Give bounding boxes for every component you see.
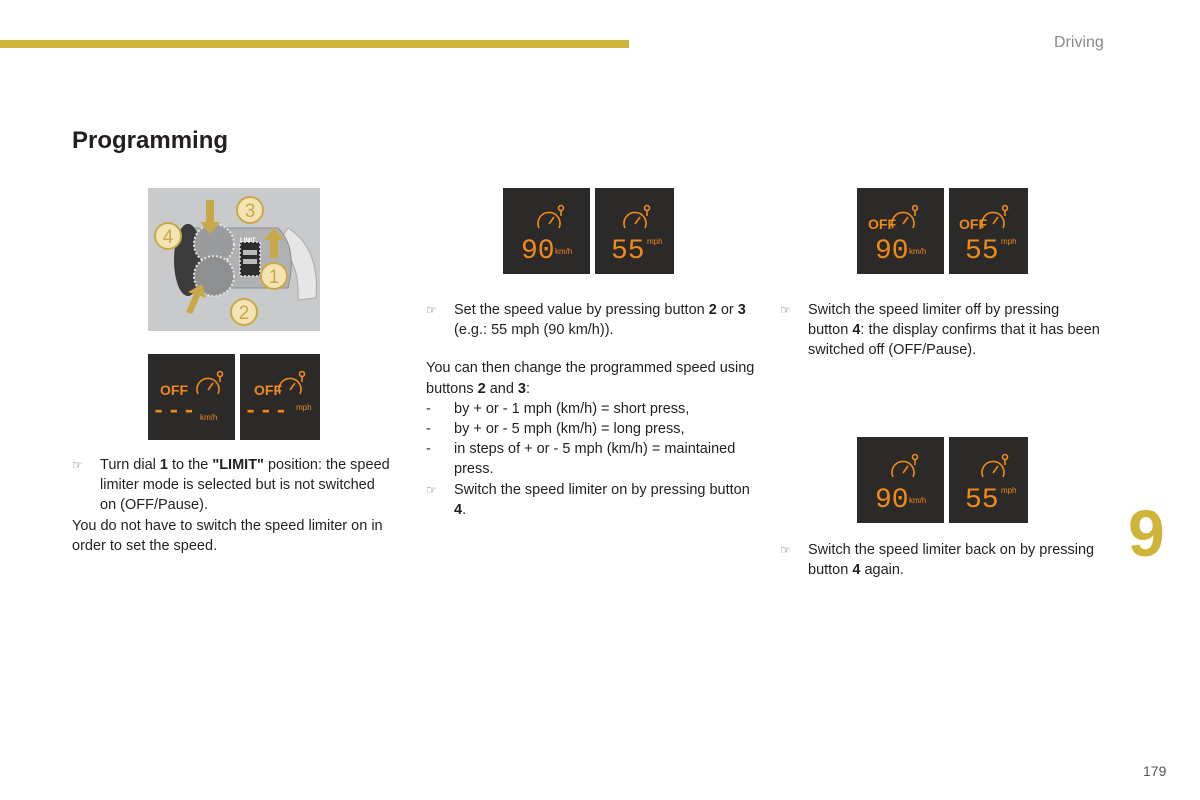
speedometer-icon [279, 372, 305, 395]
column-1-text [72, 455, 392, 556]
display-off-mph [240, 354, 320, 440]
column-2-text [426, 300, 756, 520]
instruction-bullet: ☞ Set the speed value by pressing button 2 or 3 (e.g.: 55 mph (90 km/h)). [426, 302, 746, 339]
list-item: - by + or - 5 mph (km/h) = long press, [426, 421, 685, 438]
hand-pointing-icon: ☞ [426, 482, 437, 497]
svg-text:km/h: km/h [909, 247, 927, 256]
label-4: 4 [162, 227, 174, 248]
page-title: Programming [72, 127, 229, 154]
limit-switch-text: LIMIT [240, 238, 256, 244]
svg-text:OFF: OFF [254, 382, 282, 398]
note-text: You do not have to switch the speed limiter on in order to set the speed. [72, 517, 383, 554]
speedometer-icon [982, 455, 1008, 478]
display-resumed-kmh [857, 437, 944, 523]
display-resumed-mph [949, 437, 1028, 523]
display-off-kmh [148, 354, 235, 440]
paragraph: You can then change the programmed speed using buttons 2 and 3: [426, 360, 755, 397]
list-item: - in steps of + or - 5 mph (km/h) = maintained press. [426, 441, 736, 478]
column-3-text-top [780, 300, 1100, 361]
display-paused-kmh [857, 188, 944, 274]
svg-text:55: 55 [611, 236, 645, 267]
svg-text:OFF: OFF [160, 382, 188, 398]
list-item: - by + or - 1 mph (km/h) = short press, [426, 400, 690, 417]
svg-text:90: 90 [875, 485, 909, 516]
column-3-text-bottom [780, 540, 1100, 580]
section-header: Driving [1054, 34, 1104, 51]
display-active-kmh [503, 188, 590, 274]
header-accent-bar [0, 40, 629, 48]
svg-text:55: 55 [965, 485, 999, 516]
svg-text:mph: mph [296, 403, 312, 412]
label-2: 2 [238, 303, 250, 324]
instruction-bullet: ☞ Switch the speed limiter back on by pressing button 4 again. [780, 542, 1095, 579]
display-active-mph [595, 188, 674, 274]
speedometer-icon [624, 206, 650, 229]
hand-pointing-icon: ☞ [780, 303, 791, 317]
svg-text:km/h: km/h [909, 496, 927, 505]
svg-text:km/h: km/h [200, 413, 218, 422]
label-3: 3 [244, 201, 256, 222]
instruction-bullet: ☞ Turn dial 1 to the "LIMIT" position: the speed limiter mode is selected but is not switched on (OFF/Pause). [72, 457, 390, 514]
speedometer-icon [197, 372, 223, 395]
svg-text:mph: mph [1001, 237, 1017, 246]
svg-text:OFF: OFF [959, 216, 987, 232]
instruction-bullet: ☞ Switch the speed limiter off by pressing button 4: the display confirms that it has been switched off (OFF/Pause). [780, 302, 1100, 359]
svg-text:90: 90 [521, 236, 555, 267]
svg-text:OFF: OFF [868, 216, 896, 232]
svg-text:---: --- [152, 399, 198, 424]
svg-text:55: 55 [965, 236, 999, 267]
hand-pointing-icon: ☞ [780, 543, 791, 557]
instruction-bullet: ☞ Switch the speed limiter on by pressing button 4. [426, 481, 750, 518]
svg-text:mph: mph [647, 237, 663, 246]
speedometer-icon [892, 455, 918, 478]
svg-text:mph: mph [1001, 486, 1017, 495]
svg-text:km/h: km/h [555, 247, 573, 256]
hand-pointing-icon: ☞ [426, 303, 437, 317]
label-1: 1 [268, 267, 280, 288]
svg-text:---: --- [244, 399, 290, 424]
display-paused-mph [949, 188, 1028, 274]
page-number: 179 [1143, 763, 1167, 779]
chapter-number: 9 [1128, 496, 1165, 570]
hand-pointing-icon: ☞ [72, 458, 83, 472]
svg-text:90: 90 [875, 236, 909, 267]
speedometer-icon [538, 206, 564, 229]
speed-limiter-stalk-illustration [148, 188, 320, 331]
